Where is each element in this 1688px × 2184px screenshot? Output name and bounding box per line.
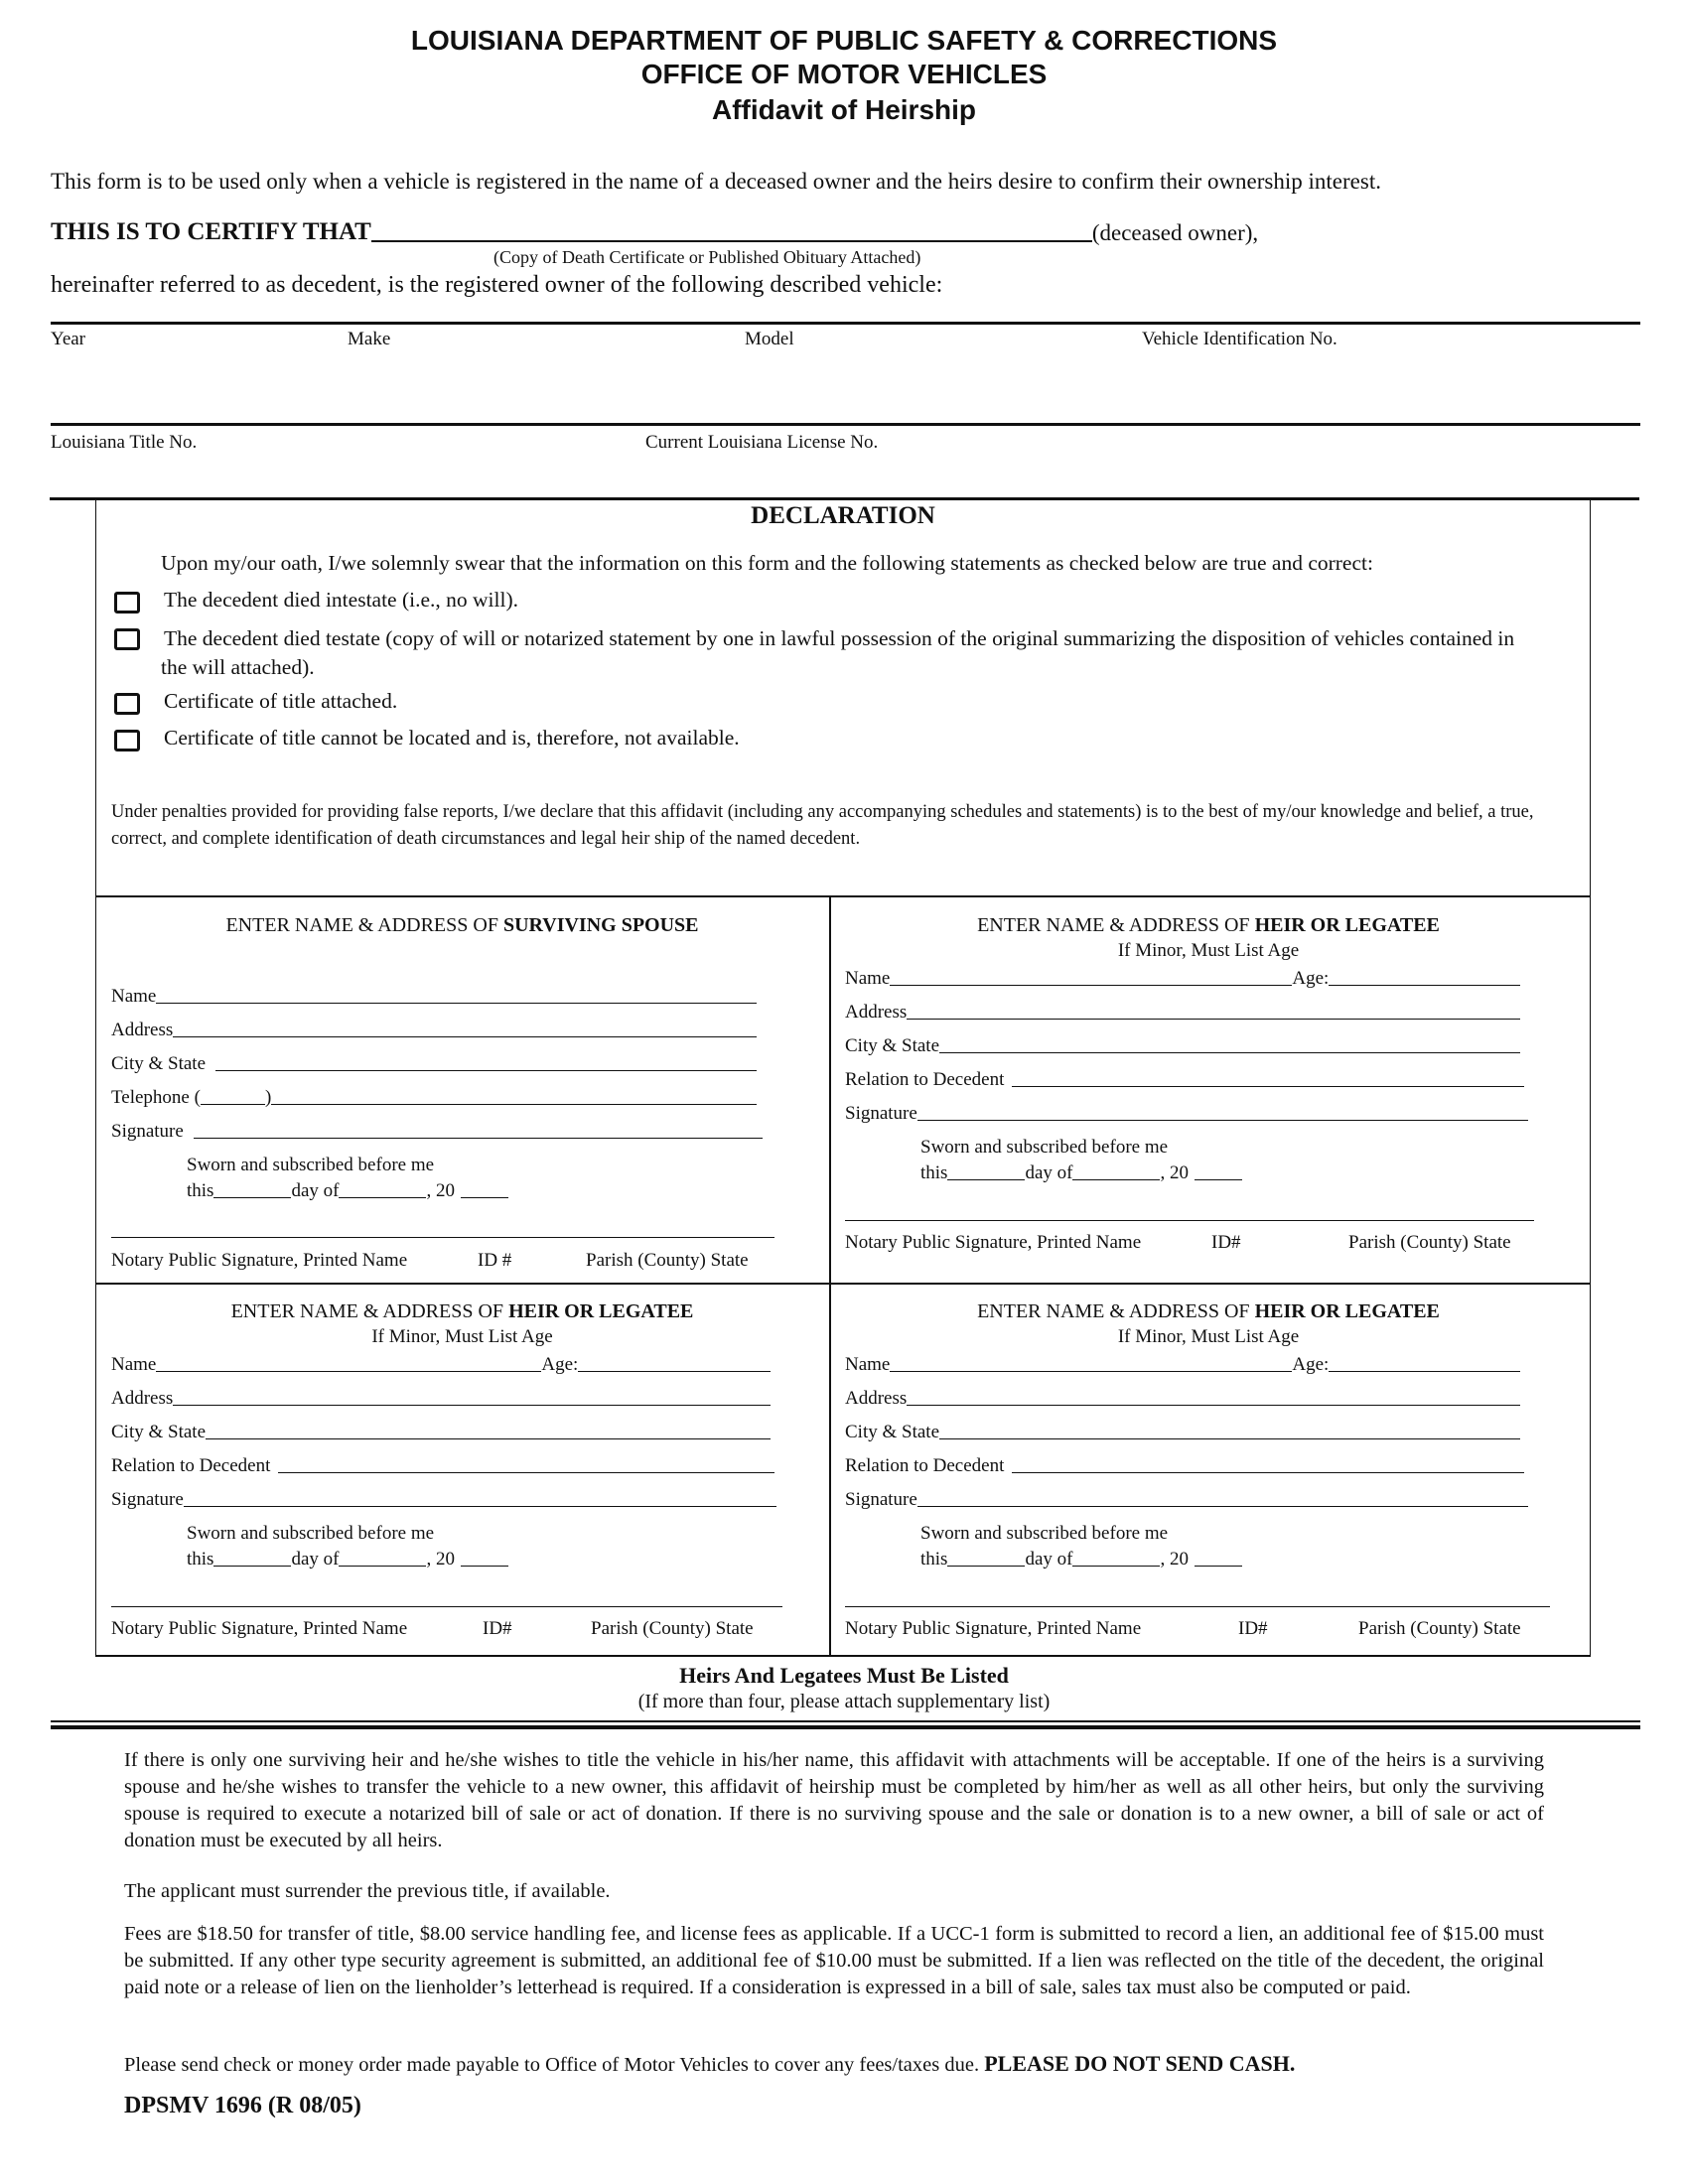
heir-3-day-of-label: day of — [1025, 1549, 1073, 1570]
heir-3-relation-label: Relation to Decedent — [845, 1455, 1005, 1476]
heir-2-name-field[interactable] — [111, 1354, 771, 1376]
heir-1-parish-label: Parish (County) State — [1348, 1232, 1511, 1253]
heir-1-notary-line[interactable] — [845, 1220, 1534, 1221]
heir-1-heading — [831, 914, 1586, 937]
heir-1-signature-field[interactable] — [845, 1103, 1528, 1125]
heir-3-name-label: Name — [845, 1354, 891, 1375]
checkbox-intestate[interactable] — [114, 592, 140, 614]
penalty-statement: Under penalties provided for providing false reports, I/we declare that this affidavit (including any accompanying schedules and statements) is to the best of my/our knowledge and belief, a true, correct, and complete identification of death circumstances and legal heir ship of the named decedent. — [111, 802, 1534, 849]
vehicle-top-rule — [51, 322, 1640, 325]
model-field[interactable] — [745, 359, 1132, 415]
spouse-area-code-field[interactable] — [201, 1103, 265, 1105]
spouse-signature-label: Signature — [111, 1121, 184, 1142]
heir-1-notary-label: Notary Public Signature, Printed Name — [845, 1232, 1142, 1253]
heir-1-year-field[interactable] — [1195, 1179, 1242, 1180]
license-no-label: Current Louisiana License No. — [645, 432, 879, 453]
heir-1-id-label: ID# — [1211, 1232, 1241, 1253]
title-no-field[interactable] — [51, 459, 636, 494]
heir-3-sworn-text: Sworn and subscribed before me — [920, 1523, 1169, 1544]
deceased-owner-field[interactable] — [371, 216, 1092, 242]
heir-3-month-field[interactable] — [1072, 1566, 1160, 1567]
heir-3-signature-label: Signature — [845, 1489, 917, 1510]
heirs-list-subtitle: (If more than four, please attach supplementary list) — [637, 1691, 1051, 1712]
heir-1-relation-label: Relation to Decedent — [845, 1069, 1005, 1090]
instructions-fees: Fees are $18.50 for transfer of title, $8.00 service handling fee, and license fees as applicable. If a UCC-1 form is submitted to record a lien, an additional fee of $15.00 must be submitted. If any other type security agreement is submitted, an additional fee of $10.00 must be submitted. If a lien was reflected on the title of the decedent, the original paid note or a release of lien on the lienholder’s letterhead is required. If a consideration is expressed in a bill of sale, sales tax must also be computed or paid. — [124, 1923, 1544, 1998]
heir-1-age-label: Age: — [1292, 968, 1330, 989]
heir-2-heading — [95, 1300, 829, 1323]
heir-2-parish-label: Parish (County) State — [591, 1618, 754, 1639]
spouse-heading-prefix: ENTER NAME & ADDRESS OF — [225, 914, 503, 936]
spouse-day-field[interactable] — [213, 1197, 291, 1198]
heir-1-relation-field[interactable] — [845, 1069, 1524, 1091]
spouse-address-label: Address — [111, 1020, 174, 1040]
spouse-telephone-label: Telephone ( — [111, 1087, 201, 1108]
heir-2-relation-field[interactable] — [111, 1455, 774, 1477]
model-label: Model — [745, 329, 794, 349]
spouse-this-label: this — [187, 1180, 214, 1201]
declaration-title: DECLARATION — [751, 502, 935, 529]
double-rule-bottom — [51, 1725, 1640, 1729]
vin-field[interactable] — [1142, 359, 1638, 415]
heir-1-city-state-field[interactable] — [845, 1035, 1520, 1057]
form-id: DPSMV 1696 (R 08/05) — [124, 2093, 361, 2118]
heir-3-day-field[interactable] — [947, 1566, 1025, 1567]
make-label: Make — [348, 329, 391, 349]
spouse-signature-field[interactable] — [111, 1121, 763, 1143]
heir-2-signature-field[interactable] — [111, 1489, 776, 1511]
agency-title: LOUISIANA DEPARTMENT OF PUBLIC SAFETY & CORRECTIONS — [410, 25, 1278, 56]
heir-2-city-state-field[interactable] — [111, 1422, 771, 1443]
spouse-heading-bold: SURVIVING SPOUSE — [502, 914, 699, 936]
heir-2-city-label: City & State — [111, 1422, 206, 1442]
heir-2-name-label: Name — [111, 1354, 157, 1375]
spouse-heading — [95, 914, 829, 937]
heir-3-city-label: City & State — [845, 1422, 939, 1442]
heir-2-age-field[interactable] — [578, 1370, 771, 1372]
instructions-surrender-title: The applicant must surrender the previous title, if available. — [124, 1880, 611, 1902]
heir-section-1 — [831, 896, 1591, 1283]
spouse-city-label: City & State — [111, 1053, 206, 1074]
heir-3-age-field[interactable] — [1329, 1370, 1520, 1372]
heirs-list-title: Heirs And Legatees Must Be Listed — [679, 1663, 1009, 1688]
heir-3-parish-label: Parish (County) State — [1358, 1618, 1521, 1639]
heir-section-3 — [831, 1285, 1591, 1655]
spouse-telephone-field[interactable] — [111, 1087, 757, 1109]
oath-text: Upon my/our oath, I/we solemnly swear that the information on this form and the following statements as checked below are true and correct: — [161, 551, 1373, 575]
heir-2-id-label: ID# — [483, 1618, 512, 1639]
spouse-year-prefix: , 20 — [426, 1180, 455, 1201]
spouse-id-label: ID # — [478, 1250, 512, 1271]
heir-1-day-field[interactable] — [947, 1179, 1025, 1180]
surviving-spouse-section — [95, 896, 829, 1283]
grid-bottom-rule — [95, 1655, 1591, 1657]
deceased-owner-suffix: (deceased owner), — [1091, 220, 1259, 245]
office-title: OFFICE OF MOTOR VEHICLES — [640, 59, 1048, 89]
option-title-unavailable-label: Certificate of title cannot be located and is, therefore, not available. — [164, 726, 740, 750]
instructions-heirs: If there is only one surviving heir and he/she wishes to title the vehicle in his/her name, this affidavit with attachments will be acceptable. If one of the heirs is a surviving spouse and he/she wishes to transfer the vehicle to a new owner, this affidavit of heirship must be completed by him/her as well as all other heirs, but only the surviving spouse is required to execute a notarized bill of sale or act of donation. If there is no surviving spouse and the sale or donation is to a new owner, a bill of sale or act of donation must be executed by all heirs. — [124, 1749, 1544, 1851]
heir-2-age-label: Age: — [541, 1354, 579, 1375]
form-purpose: This form is to be used only when a vehicle is registered in the name of a deceased owner and the heirs desire to confirm their ownership interest. — [51, 169, 1381, 194]
heir-1-subheading: If Minor, Must List Age — [1117, 940, 1300, 961]
heir-3-notary-label: Notary Public Signature, Printed Name — [845, 1618, 1142, 1639]
spouse-sworn-text: Sworn and subscribed before me — [187, 1155, 435, 1175]
heir-3-id-label: ID# — [1238, 1618, 1268, 1639]
heir-1-address-field[interactable] — [845, 1002, 1520, 1024]
heir-3-address-label: Address — [845, 1388, 908, 1409]
payment-text: Please send check or money order made payable to Office of Motor Vehicles to cover any fees/taxes due. — [124, 2054, 985, 2076]
heir-1-sworn-date[interactable] — [920, 1162, 1242, 1184]
heir-3-age-label: Age: — [1292, 1354, 1330, 1375]
heir-2-year-field[interactable] — [461, 1566, 508, 1567]
heir-1-name-label: Name — [845, 968, 891, 989]
heir-1-address-label: Address — [845, 1002, 908, 1023]
checkbox-title-attached[interactable] — [114, 693, 140, 715]
heir-1-heading-prefix: ENTER NAME & ADDRESS OF — [977, 914, 1255, 936]
certify-row — [51, 212, 1258, 246]
heir-3-address-field[interactable] — [845, 1388, 1520, 1410]
double-rule-top — [51, 1720, 1640, 1722]
heir-1-name-field[interactable] — [845, 968, 1520, 990]
heir-1-month-field[interactable] — [1072, 1179, 1160, 1180]
heir-1-year-prefix: , 20 — [1160, 1162, 1189, 1183]
no-cash-warning: PLEASE DO NOT SEND CASH. — [984, 2051, 1296, 2076]
heir-2-day-of-label: day of — [291, 1549, 340, 1570]
heir-3-year-field[interactable] — [1195, 1566, 1242, 1567]
license-no-field[interactable] — [645, 459, 1231, 494]
spouse-parish-label: Parish (County) State — [586, 1250, 749, 1271]
heir-3-subheading: If Minor, Must List Age — [1117, 1326, 1300, 1347]
option-testate-label: The decedent died testate (copy of will or notarized statement by one in lawful possession of the original summarizing the disposition of vehicles contained in the will attached). — [161, 626, 1515, 679]
spouse-telephone-close: ) — [264, 1087, 272, 1108]
make-field[interactable] — [348, 359, 735, 415]
heir-section-2 — [95, 1285, 829, 1655]
heir-2-address-field[interactable] — [111, 1388, 771, 1410]
heir-3-heading — [831, 1300, 1586, 1323]
heir-2-heading-prefix: ENTER NAME & ADDRESS OF — [230, 1300, 509, 1322]
heir-2-notary-line[interactable] — [111, 1606, 782, 1607]
spouse-name-label: Name — [111, 986, 157, 1007]
heir-3-signature-field[interactable] — [845, 1489, 1528, 1511]
heir-2-address-label: Address — [111, 1388, 174, 1409]
heir-2-year-prefix: , 20 — [426, 1549, 455, 1570]
spouse-sworn-date[interactable] — [187, 1180, 508, 1202]
heir-3-notary-line[interactable] — [845, 1606, 1550, 1607]
spouse-city-state-field[interactable] — [111, 1053, 757, 1075]
spouse-year-field[interactable] — [461, 1197, 508, 1198]
spouse-notary-label: Notary Public Signature, Printed Name — [111, 1250, 408, 1271]
heir-2-subheading: If Minor, Must List Age — [371, 1326, 553, 1347]
heir-3-year-prefix: , 20 — [1160, 1549, 1189, 1570]
spouse-day-of-label: day of — [291, 1180, 340, 1201]
hereinafter-text: hereinafter referred to as decedent, is the registered owner of the following described vehicle: — [51, 272, 943, 298]
checkbox-title-unavailable[interactable] — [114, 730, 140, 751]
heir-3-name-field[interactable] — [845, 1354, 1520, 1376]
heir-3-sworn-date[interactable] — [920, 1549, 1242, 1570]
heir-2-month-field[interactable] — [339, 1566, 426, 1567]
heir-3-this-label: this — [920, 1549, 948, 1570]
certify-label: THIS IS TO CERTIFY THAT — [51, 218, 371, 245]
heir-2-notary-label: Notary Public Signature, Printed Name — [111, 1618, 408, 1639]
heir-3-relation-field[interactable] — [845, 1455, 1524, 1477]
vehicle-mid-rule — [51, 423, 1640, 426]
heir-1-this-label: this — [920, 1162, 948, 1183]
year-label: Year — [51, 329, 86, 349]
heir-2-sworn-text: Sworn and subscribed before me — [187, 1523, 435, 1544]
title-no-label: Louisiana Title No. — [51, 432, 198, 453]
heir-3-city-state-field[interactable] — [845, 1422, 1520, 1443]
heir-1-city-label: City & State — [845, 1035, 939, 1056]
spouse-notary-line[interactable] — [111, 1237, 774, 1238]
heir-1-signature-label: Signature — [845, 1103, 917, 1124]
heir-2-this-label: this — [187, 1549, 214, 1570]
checkbox-testate[interactable] — [114, 628, 140, 650]
heir-2-day-field[interactable] — [213, 1566, 291, 1567]
heir-3-heading-bold: HEIR OR LEGATEE — [1254, 1300, 1440, 1322]
option-title-attached-label: Certificate of title attached. — [164, 689, 398, 713]
year-field[interactable] — [51, 359, 339, 415]
spouse-month-field[interactable] — [339, 1197, 426, 1198]
spouse-address-field[interactable] — [111, 1020, 757, 1041]
heir-1-heading-bold: HEIR OR LEGATEE — [1254, 914, 1440, 936]
heir-3-heading-prefix: ENTER NAME & ADDRESS OF — [977, 1300, 1255, 1322]
option-intestate-label: The decedent died intestate (i.e., no will). — [164, 588, 519, 612]
certify-note: (Copy of Death Certificate or Published Obituary Attached) — [493, 247, 921, 267]
heir-1-age-field[interactable] — [1329, 984, 1520, 986]
heir-1-day-of-label: day of — [1025, 1162, 1073, 1183]
instructions-payment — [124, 2050, 1544, 2079]
spouse-name-field[interactable] — [111, 986, 757, 1008]
heir-2-relation-label: Relation to Decedent — [111, 1455, 271, 1476]
heir-2-sworn-date[interactable] — [187, 1549, 508, 1570]
heir-2-signature-label: Signature — [111, 1489, 184, 1510]
vin-label: Vehicle Identification No. — [1142, 329, 1337, 349]
form-title: Affidavit of Heirship — [711, 94, 976, 125]
heir-2-heading-bold: HEIR OR LEGATEE — [508, 1300, 694, 1322]
heir-1-sworn-text: Sworn and subscribed before me — [920, 1137, 1169, 1158]
